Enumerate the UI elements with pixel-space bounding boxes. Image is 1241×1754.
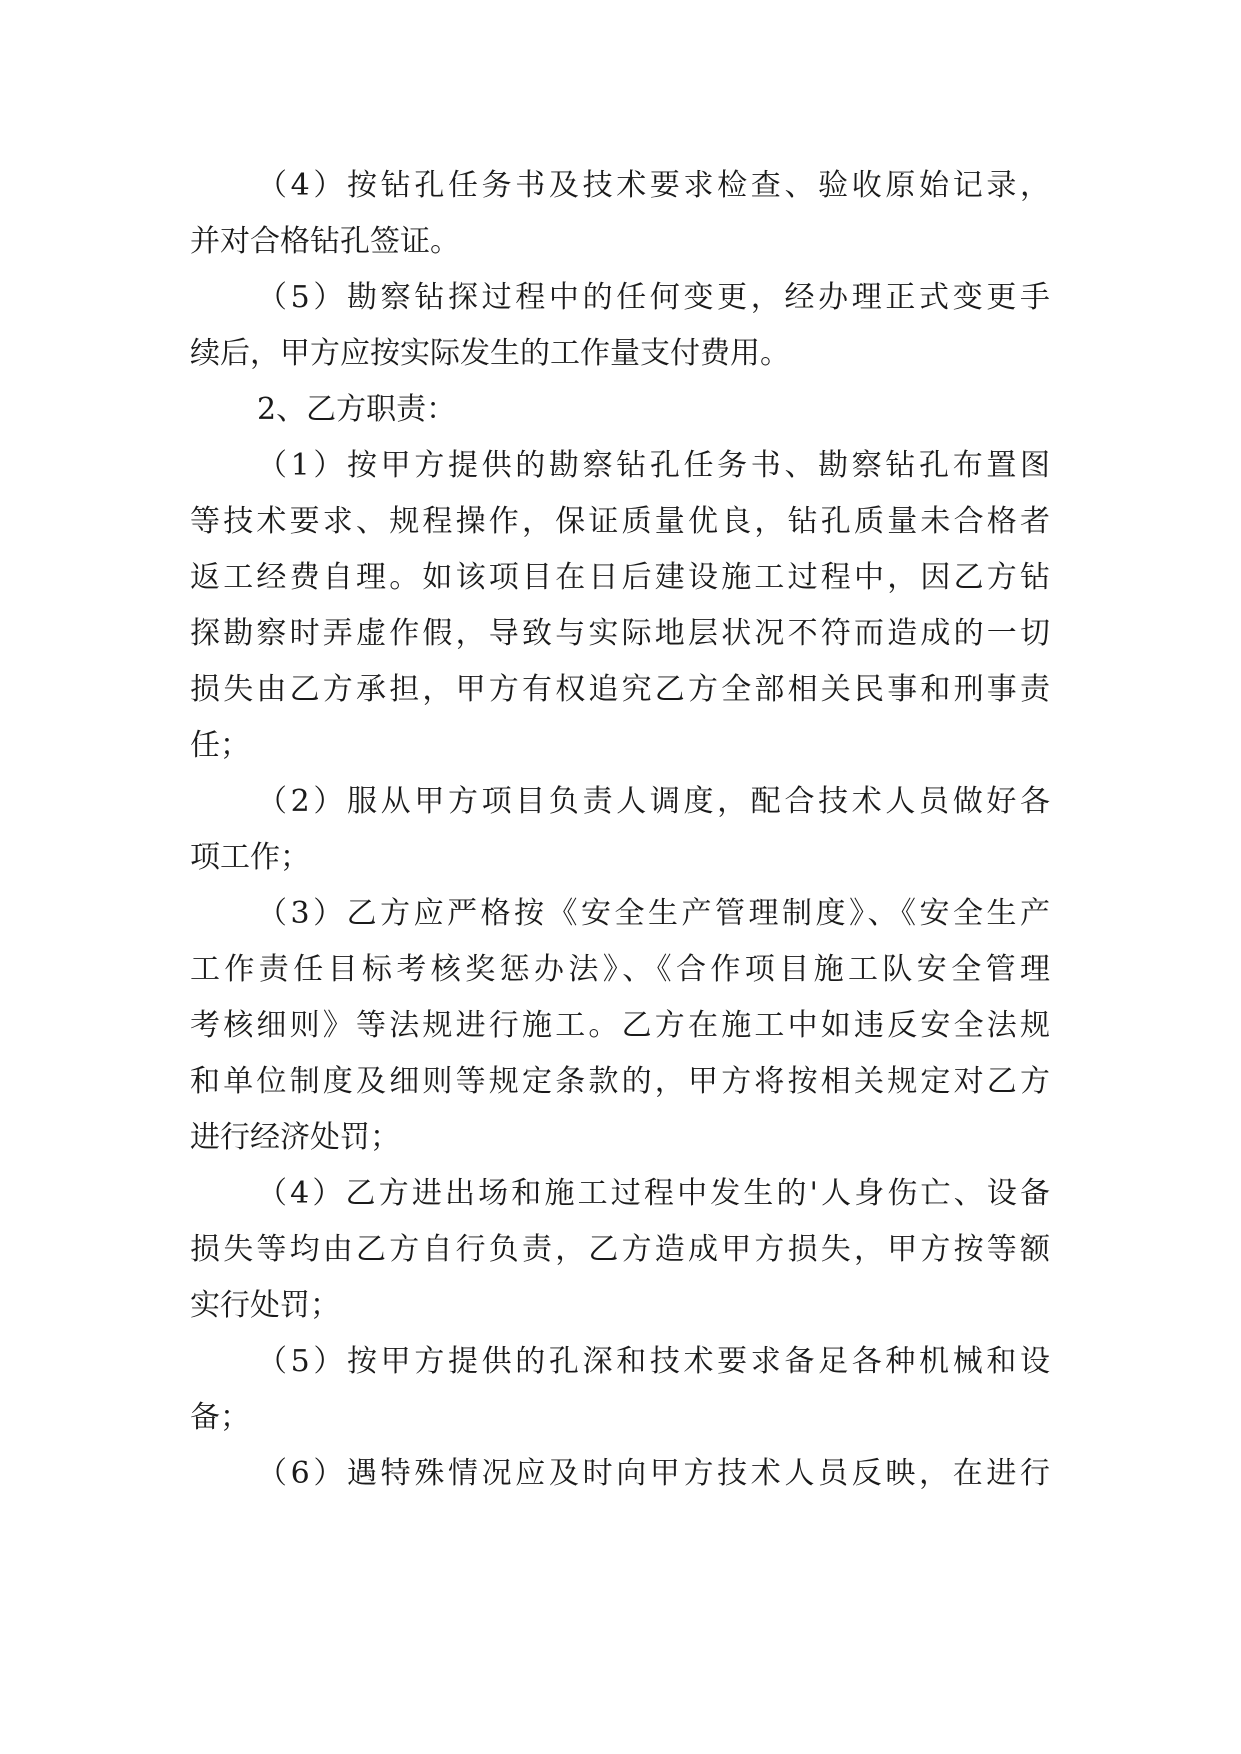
text-line: 备；	[190, 1400, 250, 1435]
text-line: （6）遇特殊情况应及时向甲方技术人员反映，在进行	[257, 1456, 1050, 1491]
text-line: 工作责任目标考核奖惩办法》、《合作项目施工队安全管理	[190, 952, 1050, 987]
text-line: （4）乙方进出场和施工过程中发生的'人身伤亡、设备	[257, 1176, 1050, 1211]
text-line: 任；	[190, 728, 250, 763]
text-line: （5）按甲方提供的孔深和技术要求备足各种机械和设	[257, 1344, 1050, 1379]
section-heading: 2、乙方职责：	[257, 392, 457, 427]
text-line: （3）乙方应严格按《安全生产管理制度》、《安全生产	[257, 896, 1050, 931]
text-line: （1）按甲方提供的勘察钻孔任务书、勘察钻孔布置图	[257, 448, 1050, 483]
text-line: 损失等均由乙方自行负责，乙方造成甲方损失，甲方按等额	[190, 1232, 1050, 1267]
text-line: 和单位制度及细则等规定条款的，甲方将按相关规定对乙方	[190, 1064, 1050, 1099]
text-line: 考核细则》等法规进行施工。乙方在施工中如违反安全法规	[190, 1008, 1050, 1043]
text-line: 返工经费自理。如该项目在日后建设施工过程中，因乙方钻	[190, 560, 1050, 595]
text-line: （2）服从甲方项目负责人调度，配合技术人员做好各	[257, 784, 1050, 819]
text-line: （4）按钻孔任务书及技术要求检查、验收原始记录，	[257, 168, 1050, 203]
text-line: 实行处罚；	[190, 1288, 340, 1323]
text-line: 项工作；	[190, 840, 310, 875]
text-line: 进行经济处罚；	[190, 1120, 400, 1155]
text-line: （5）勘察钻探过程中的任何变更，经办理正式变更手	[257, 280, 1050, 315]
text-line: 探勘察时弄虚作假，导致与实际地层状况不符而造成的一切	[190, 616, 1050, 651]
text-line: 续后，甲方应按实际发生的工作量支付费用。	[190, 336, 790, 371]
text-line: 损失由乙方承担，甲方有权追究乙方全部相关民事和刑事责	[190, 672, 1050, 707]
text-line: 并对合格钻孔签证。	[190, 224, 460, 259]
text-line: 等技术要求、规程操作，保证质量优良，钻孔质量未合格者	[190, 504, 1050, 539]
